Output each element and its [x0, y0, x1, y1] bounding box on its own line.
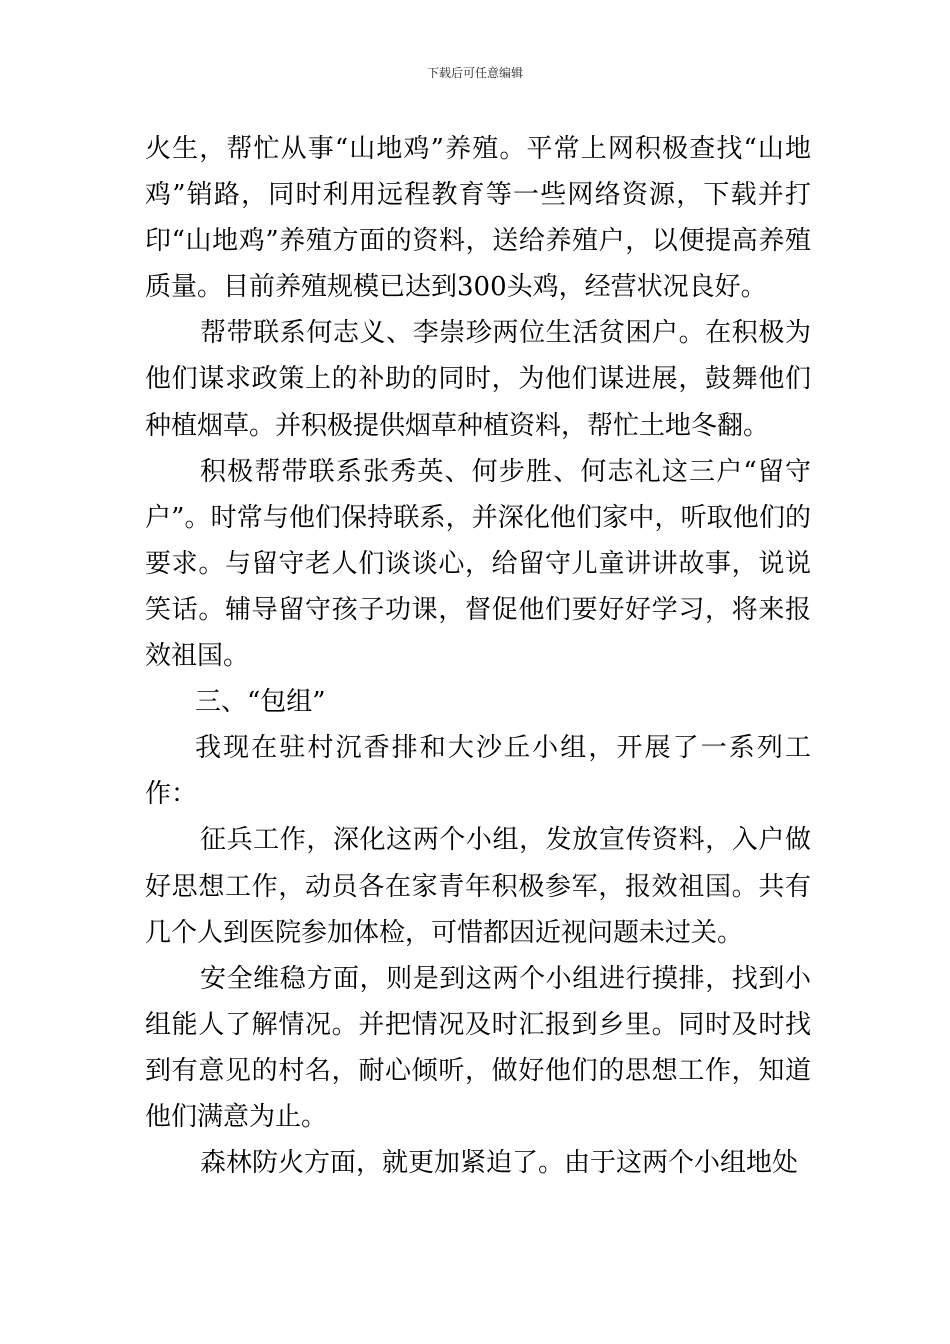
paragraph-recruitment: 征兵工作，深化这两个小组，发放宣传资料，入户做好思想工作，动员各在家青年积极参军，报效祖国。共有几个人到医院参加体检，可惜都因近视问题未过关。 [145, 825, 811, 948]
paragraph-poverty-households: 帮带联系何志义、李崇珍两位生活贫困户。在积极为他们谋求政策上的补助的同时，为他们谋进展，鼓舞他们种植烟草。并积极提供烟草种植资料，帮忙土地冬翻。 [145, 318, 811, 441]
paragraph-continuation: 火生，帮忙从事“山地鸡”养殖。平常上网积极查找“山地鸡”销路，同时利用远程教育等一些网络资源，下载并打印“山地鸡”养殖方面的资料，送给养殖户，以便提高养殖质量。目前养殖规模已达到300头鸡，经营状况良好。 [145, 134, 811, 303]
paragraph-security: 安全维稳方面，则是到这两个小组进行摸排，找到小组能人了解情况。并把情况及时汇报到乡里。同时及时找到有意见的村名，耐心倾听，做好他们的思想工作，知道他们满意为止。 [145, 963, 811, 1132]
section-heading-baozu: 三、“包组” [195, 687, 326, 718]
page-header-note: 下载后可任意编辑 [426, 66, 523, 80]
paragraph-fire-prevention: 森林防火方面，就更加紧迫了。由于这两个小组地处 [200, 1148, 799, 1179]
paragraph-group-intro: 我现在驻村沉香排和大沙丘小组，开展了一系列工作： [145, 733, 811, 810]
document-body [145, 126, 811, 1186]
paragraph-left-behind-households: 积极帮带联系张秀英、何步胜、何志礼这三户“留守户”。时常与他们保持联系，并深化他们家中，听取他们的要求。与留守老人们谈谈心，给留守儿童讲讲故事，说说笑话。辅导留守孩子功课，督促他们要好好学习，将来报效祖国。 [145, 456, 811, 672]
